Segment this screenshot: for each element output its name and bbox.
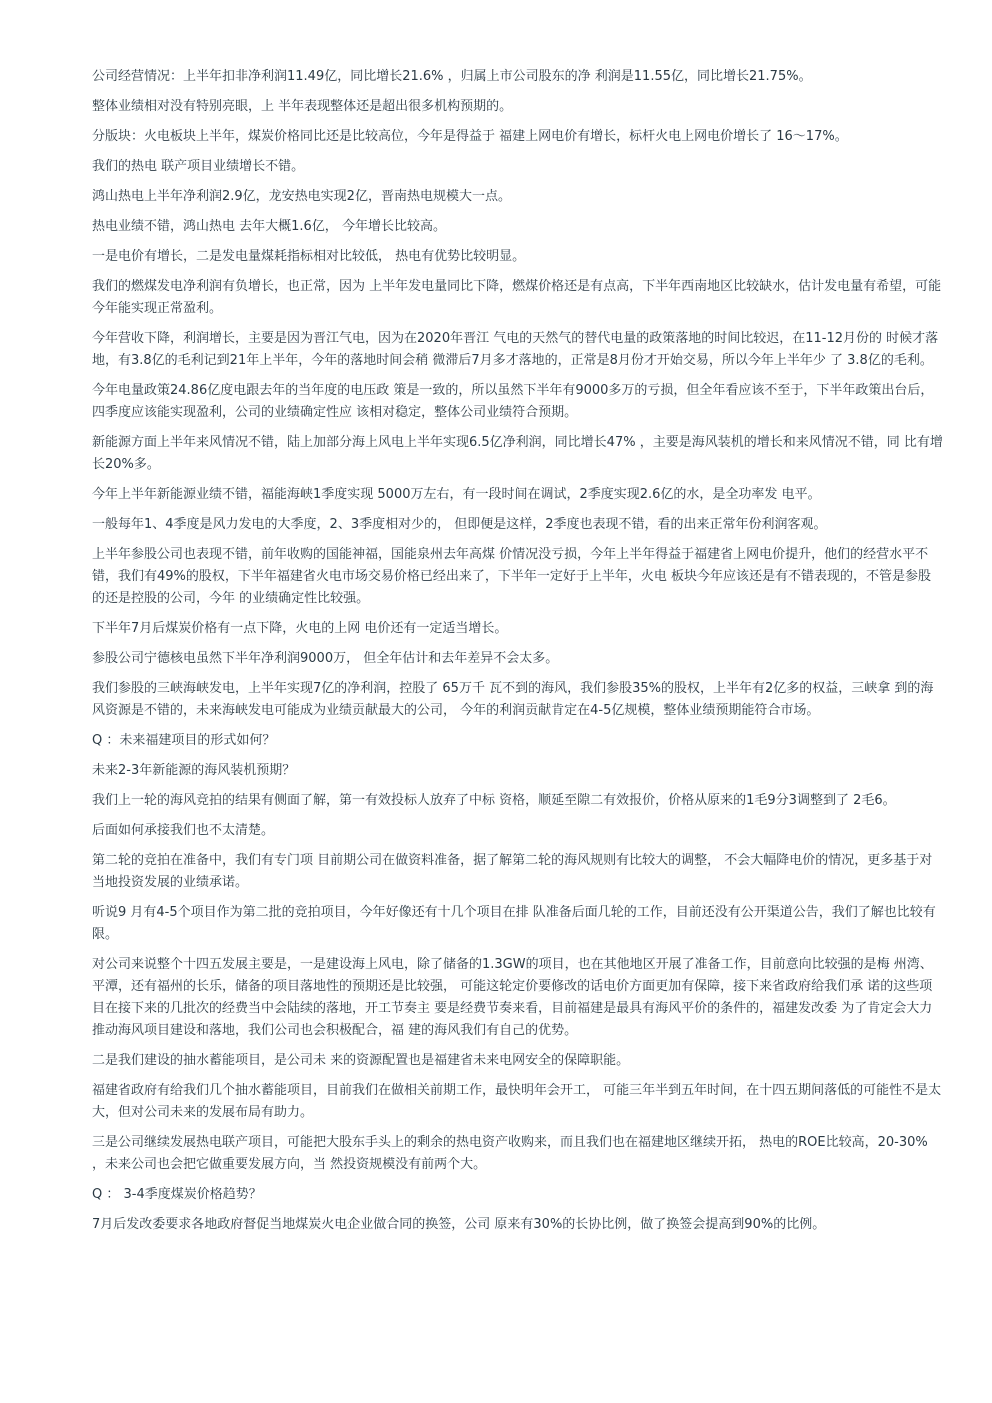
paragraph-wind-auction-result: 我们上一轮的海风竞拍的结果有侧面了解，第一有效投标人放弃了中标 资格，顺延至隙二有效报价，价格从原来的1毛9分3调整到了 2毛6。 — [92, 793, 896, 808]
paragraph-heat-power-performance: 热电业绩不错，鸿山热电 去年大概1.6亿， 今年增长比较高。 — [92, 219, 446, 234]
paragraph-overall-performance: 整体业绩相对没有特别亮眼，上 半年表现整体还是超出很多机构预期的。 — [92, 99, 513, 114]
paragraph-september-projects: 听说9 月有4-5个项目作为第二批的竞拍项目，今年好像还有十几个项目在排 队准备后面几轮的工作，目前还没有公开渠道公告，我们了解也比较有 限。 — [92, 905, 936, 942]
question-coal-price-trend: Q ： 3-4季度煤炭价格趋势？ — [92, 1187, 262, 1202]
question-fujian-projects: Q ：未来福建项目的形式如何？ — [92, 733, 276, 748]
paragraph-cogeneration: 我们的热电 联产项目业绩增长不错。 — [92, 159, 305, 174]
paragraph-operating-summary: 公司经营情况：上半年扣非净利润11.49亿，同比增长21.6% ，归属上市公司股东的净 利润是11.55亿，同比增长21.75%。 — [92, 69, 812, 84]
question-offshore-wind-outlook: 未来2-3年新能源的海风装机预期？ — [92, 763, 296, 778]
paragraph-second-auction: 第二轮的竞拍在准备中，我们有专门项 目前期公司在做资料准备，据了解第二轮的海风规则有比较大的调整， 不会大幅降电价的情况，更多基于对当地投资发展的业绩承诺。 — [92, 853, 933, 890]
paragraph-wind-seasonality: 一般每年1、4季度是风力发电的大季度，2、3季度相对少的， 但即便是这样，2季度也表现不错，看的出来正常年份利润客观。 — [92, 517, 827, 532]
paragraph-revenue-decline: 今年营收下降，利润增长，主要是因为晋江气电，因为在2020年晋江 气电的天然气的替代电量的政策落地的时间比较迟，在11-12月份的 时候才落地，有3.8亿的毛利记到21年上半年，今年的落地时间会稍 微滞后7月多才落地的，正常是8月份才开始交易，所以今年上半年少 了 3.8亿的毛利。 — [92, 331, 939, 368]
paragraph-price-advantage: 一是电价有增长，二是发电量煤耗指标相对比较低， 热电有优势比较明显。 — [92, 249, 526, 264]
paragraph-three-gorges-strait: 我们参股的三峡海峡发电，上半年实现7亿的净利润，控股了 65万千 瓦不到的海风，我们参股35%的股权，上半年有2亿多的权益，三峡拿 到的海风资源是不错的，未来海峡发电可能成为业绩贡献最大的公司， 今年的利润贡献肯定在4-5亿规模，整体业绩预期能符合市场。 — [92, 681, 934, 718]
document-body — [92, 66, 944, 1244]
paragraph-thermal-segment: 分版块：火电板块上半年，煤炭价格同比还是比较高位，今年是得益于 福建上网电价有增长，标杆火电上网电价增长了 16〜17%。 — [92, 129, 848, 144]
paragraph-uncertain-followup: 后面如何承接我们也不太清楚。 — [92, 823, 275, 838]
paragraph-new-energy: 新能源方面上半年来风情况不错，陆上加部分海上风电上半年实现6.5亿净利润，同比增长47% ，主要是海风装机的增长和来风情况不错，同 比有增长20%多。 — [92, 435, 943, 472]
paragraph-contract-resigning: 7月后发改委要求各地政府督促当地煤炭火电企业做合同的换签，公司 原来有30%的长协比例，做了换签会提高到90%的比例。 — [92, 1217, 826, 1232]
paragraph-pumped-storage: 二是我们建设的抽水蓄能项目，是公司未 来的资源配置也是福建省未来电网安全的保障职能。 — [92, 1053, 630, 1068]
paragraph-14th-five-year-plan: 对公司来说整个十四五发展主要是，一是建设海上风电，除了储备的1.3GW的项目，也在其他地区开展了准备工作，目前意向比较强的是梅 州湾、平潭，还有福州的长乐，储备的项目落地性的预期还是比较强， 可能这轮定价要修改的话电价方面更加有保障，接下来省政府给我们承 诺的这些项目在接下来的几批次的经费当中会陆续的落地，开工节奏主 要是经费节奏来看，目前福建是最具有海风平价的条件的，福建发改委 为了肯定会大力推动海风项目建设和落地，我们公司也会积极配合，福 建的海风我们有自己的优势。 — [92, 957, 933, 1038]
paragraph-ningde-nuclear: 参股公司宁德核电虽然下半年净利润9000万， 但全年估计和去年差异不会太多。 — [92, 651, 559, 666]
paragraph-coal-price-h2: 下半年7月后煤炭价格有一点下降，火电的上网 电价还有一定适当增长。 — [92, 621, 508, 636]
paragraph-equity-holdings: 上半年参股公司也表现不错，前年收购的国能神福，国能泉州去年高煤 价情况没亏损，今年上半年得益于福建省上网电价提升，他们的经营水平不错，我们有49%的股权，下半年福建省火电市场交易价格已经出来了，下半年一定好于上半年，火电 板块今年应该还是有不错表现的，不管是参股的还是控股的公司，今年 的业绩确定性比较强。 — [92, 547, 932, 606]
paragraph-funeng-strait: 今年上半年新能源业绩不错，福能海峡1季度实现 5000万左右，有一段时间在调试，2季度实现2.6亿的水，是全功率发 电平。 — [92, 487, 821, 502]
paragraph-coal-power-profit: 我们的燃煤发电净利润有负增长，也正常，因为 上半年发电量同比下降，燃煤价格还是有点高，下半年西南地区比较缺水，估计发电量有希望，可能今年能实现正常盈利。 — [92, 279, 942, 316]
paragraph-hongshan-profit: 鸿山热电上半年净利润2.9亿，龙安热电实现2亿，晋南热电规模大一点。 — [92, 189, 511, 204]
paragraph-cogeneration-expansion: 三是公司继续发展热电联产项目，可能把大股东手头上的剩余的热电资产收购来，而且我们也在福建地区继续开拓， 热电的ROE比较高，20-30% ，未来公司也会把它做重要发展方向，当 然投资规模没有前两个大。 — [92, 1135, 928, 1172]
paragraph-power-policy: 今年电量政策24.86亿度电跟去年的当年度的电压政 策是一致的，所以虽然下半年有9000多万的亏损，但全年看应该不至于，下半年政策出台后，四季度应该能实现盈利，公司的业绩确定性应 该相对稳定，整体公司业绩符合预期。 — [92, 383, 934, 420]
paragraph-provincial-pumped-storage: 福建省政府有给我们几个抽水蓄能项目，目前我们在做相关前期工作，最快明年会开工， 可能三年半到五年时间，在十四五期间落低的可能性不是太大，但对公司未来的发展布局有助力。 — [92, 1083, 942, 1120]
